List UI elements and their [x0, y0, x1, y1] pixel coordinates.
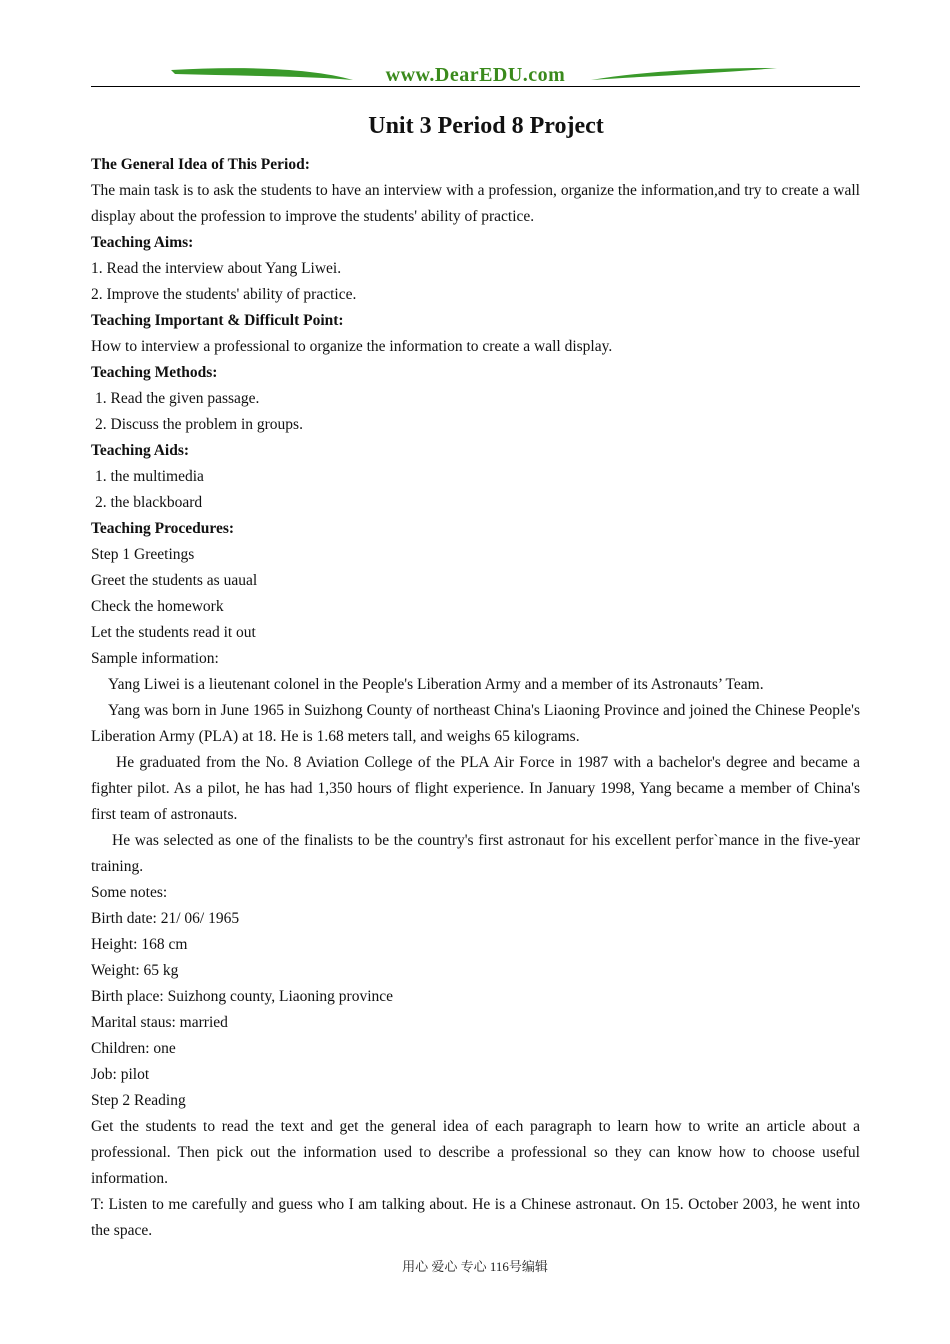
methods-item-1: 1. Read the given passage.: [95, 390, 260, 407]
note-marital-status: Marital staus: married: [91, 1014, 228, 1031]
sample-paragraph-4: He was selected as one of the finalists to be the country's first astronaut for his excellent perfor`mance in the five-year training.: [91, 832, 860, 875]
notes-heading: Some notes:: [91, 884, 168, 901]
page-header: [91, 60, 860, 90]
aids-item-2: 2. the blackboard: [95, 494, 203, 511]
header-rule: [91, 86, 860, 87]
step-1-line-1: Greet the students as uaual: [91, 572, 258, 589]
sample-paragraph-3: He graduated from the No. 8 Aviation College of the PLA Air Force in 1987 with a bachelor's degree and became a fighter pilot. As a pilot, he has had 1,350 hours of flight experience. In January 1998, Yang became a member of China's first team of astronauts.: [91, 754, 860, 823]
step-2-text: Get the students to read the text and get the general idea of each paragraph to learn how to write an article about a professional. Then pick out the information used to describe a professional so they can know how to choose useful information.: [91, 1118, 860, 1187]
note-weight: Weight: 65 kg: [91, 962, 179, 979]
step-1-heading: Step 1 Greetings: [91, 546, 195, 563]
methods-heading: Teaching Methods:: [91, 364, 218, 381]
step-2-teacher-line: T: Listen to me carefully and guess who I am talking about. He is a Chinese astronaut. On 15. October 2003, he went into the space.: [91, 1196, 860, 1239]
sample-paragraph-1: Yang Liwei is a lieutenant colonel in the People's Liberation Army and a member of its Astronauts’ Team.: [108, 676, 764, 693]
site-logo-text: www.DearEDU.com: [385, 64, 566, 86]
step-1-line-3: Let the students read it out: [91, 624, 256, 641]
aids-heading: Teaching Aids:: [91, 442, 190, 459]
page-title: Unit 3 Period 8 Project: [368, 113, 604, 139]
document-body: [91, 152, 860, 1244]
note-height: Height: 168 cm: [91, 936, 188, 953]
step-2-heading: Step 2 Reading: [91, 1092, 186, 1109]
aims-item-1: 1. Read the interview about Yang Liwei.: [91, 260, 342, 277]
note-birth-date: Birth date: 21/ 06/ 1965: [91, 910, 240, 927]
note-birth-place: Birth place: Suizhong county, Liaoning province: [91, 988, 394, 1005]
step-1-line-2: Check the homework: [91, 598, 224, 615]
aids-item-1: 1. the multimedia: [95, 468, 204, 485]
note-job: Job: pilot: [91, 1066, 150, 1083]
page-footer: 用心 爱心 专心 116号编辑: [402, 1259, 548, 1274]
procedures-heading: Teaching Procedures:: [91, 520, 235, 537]
note-children: Children: one: [91, 1040, 176, 1057]
aims-heading: Teaching Aims:: [91, 234, 194, 251]
general-idea-heading: The General Idea of This Period:: [91, 156, 310, 173]
important-point-text: How to interview a professional to organize the information to create a wall display.: [91, 338, 613, 355]
methods-item-2: 2. Discuss the problem in groups.: [95, 416, 303, 433]
aims-item-2: 2. Improve the students' ability of practice.: [91, 286, 357, 303]
sample-heading: Sample information:: [91, 650, 219, 667]
general-idea-text: The main task is to ask the students to have an interview with a profession, organize the information,and try to create a wall display about the profession to improve the students' ability of practice.: [91, 182, 860, 225]
important-point-heading: Teaching Important & Difficult Point:: [91, 312, 344, 329]
sample-paragraph-2: Yang was born in June 1965 in Suizhong County of northeast China's Liaoning Province and joined the Chinese People's Liberation Army (PLA) at 18. He is 1.68 meters tall, and weighs 65 kilograms.: [91, 702, 860, 745]
